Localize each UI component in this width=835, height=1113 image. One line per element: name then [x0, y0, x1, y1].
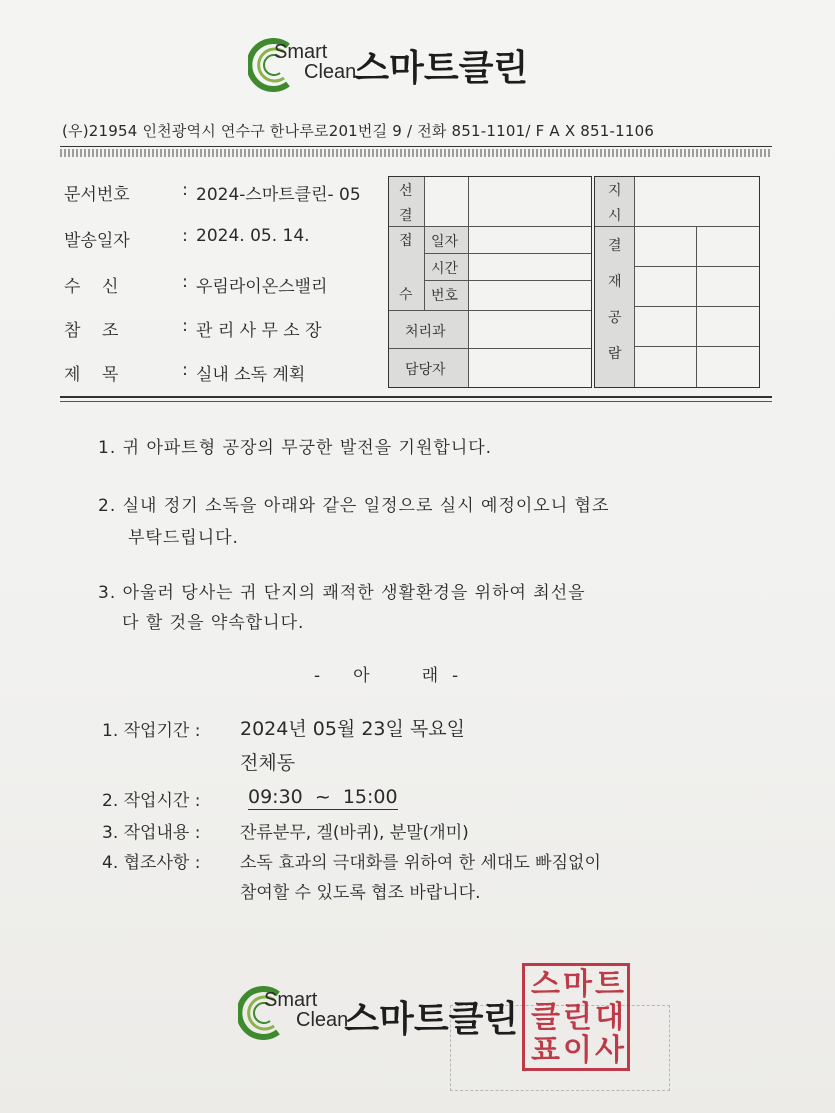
meta-label: 제 목 — [64, 365, 119, 385]
logo-english — [274, 42, 356, 82]
gyeol-row2-b — [697, 267, 759, 307]
seal-char: 이 — [563, 1033, 592, 1068]
body-paragraph-2a: 2. 실내 정기 소독을 아래와 같은 일정으로 실시 예정이오니 협조 — [98, 496, 610, 516]
meta-recipient — [64, 272, 327, 297]
seal-char: 마 — [563, 967, 592, 1002]
logo-korean-text: 스마트클린 — [344, 999, 519, 1040]
gyeol-row2-a — [635, 267, 697, 307]
header-logo — [248, 30, 528, 91]
gyeol-row1-b — [697, 227, 759, 267]
meta-colon: : — [182, 226, 188, 246]
beonho-value — [469, 281, 591, 311]
section-rule-top — [60, 396, 772, 398]
gyeol-row4-a — [635, 347, 697, 387]
meta-value: 실내 소독 계획 — [196, 365, 306, 385]
item-coop-value: 소독 효과의 극대화를 위하여 한 세대도 빠짐없이 — [240, 853, 601, 873]
logo-clean-text: Clean — [296, 1008, 349, 1031]
ilja-value — [469, 227, 591, 254]
jae-label: 재 — [608, 274, 622, 290]
seal-char: 스 — [531, 967, 560, 1002]
ji-label: 지 — [608, 183, 622, 199]
meta-label: 참 조 — [64, 321, 119, 341]
item-period-value-2: 전체동 — [240, 752, 296, 774]
meta-send-date — [64, 226, 310, 251]
seon-cell-b — [469, 177, 591, 227]
seal-char: 표 — [531, 1033, 560, 1068]
seal-char: 사 — [595, 1033, 624, 1068]
item-content-label: 3. 작업내용 : — [102, 823, 201, 843]
body-paragraph-1: 1. 귀 아파트형 공장의 무궁한 발전을 기원합니다. — [98, 438, 493, 458]
meta-colon: : — [182, 180, 188, 200]
meta-colon: : — [182, 316, 188, 336]
item-time-value: 09:30 ~ 15:00 — [248, 786, 398, 808]
item-period-label: 1. 작업기간 : — [102, 721, 201, 741]
meta-label: 발송일자 — [64, 231, 130, 251]
gyeol2-label: 결 — [608, 238, 622, 254]
item-period-value: 2024년 05월 23일 목요일 — [240, 718, 465, 740]
header-dotted-rule — [60, 149, 772, 157]
meta-subject — [64, 360, 305, 385]
seal-char: 클 — [531, 1000, 560, 1035]
si-label: 시 — [608, 208, 622, 224]
company-seal — [522, 963, 630, 1071]
gyeol-row1-a — [635, 227, 697, 267]
meta-value: 관 리 사 무 소 장 — [196, 321, 322, 341]
approval-grid-left — [388, 176, 592, 388]
meta-value: 우림라이온스밸리 — [196, 277, 328, 297]
body-paragraph-3b: 다 할 것을 약속합니다. — [122, 613, 305, 633]
jeop-label: 접 — [399, 233, 413, 249]
item-content-value: 잔류분무, 겔(바퀴), 분말(개미) — [240, 823, 469, 843]
logo-smart-text: Smart — [264, 988, 318, 1011]
item-coop-value-2: 참여할 수 있도록 협조 바랍니다. — [240, 883, 481, 903]
seal-char: 린 — [563, 1000, 592, 1035]
damdangja-label: 담당자 — [405, 362, 446, 378]
logo-korean-text: 스마트클린 — [354, 48, 529, 89]
gyeol-row3-b — [697, 307, 759, 347]
beonho-label: 번호 — [431, 288, 459, 304]
gyeol-row4-b — [697, 347, 759, 387]
seal-char: 트 — [595, 967, 624, 1002]
seal-char: 대 — [595, 1000, 624, 1035]
su-label: 수 — [399, 287, 413, 303]
body-paragraph-3a: 3. 아울러 당사는 귀 단지의 쾌적한 생활환경을 위하여 최선을 — [98, 583, 586, 603]
damdangja-value — [469, 349, 591, 387]
logo-smart-text: Smart — [274, 40, 328, 63]
meta-doc-number — [64, 180, 361, 205]
meta-label: 수 신 — [64, 277, 119, 297]
meta-value: 2024. 05. 14. — [196, 226, 310, 246]
address-underline — [60, 146, 772, 147]
meta-value: 2024-스마트클린- 05 — [196, 185, 361, 205]
logo-english — [264, 990, 348, 1030]
meta-label: 문서번호 — [64, 185, 130, 205]
ilja-label: 일자 — [431, 234, 459, 250]
sigan-label: 시간 — [431, 261, 459, 277]
gyeol-label: 결 — [399, 208, 413, 224]
seon-cell-a — [425, 177, 469, 227]
item-coop-label: 4. 협조사항 : — [102, 853, 201, 873]
jisi-value — [635, 177, 759, 227]
gyeol-row3-a — [635, 307, 697, 347]
cheorigwa-label: 처리과 — [405, 324, 446, 340]
cheorigwa-value — [469, 311, 591, 349]
sigan-value — [469, 254, 591, 281]
ram-label: 람 — [608, 346, 622, 362]
section-rule-bottom — [60, 401, 772, 402]
body-paragraph-2b: 부탁드립니다. — [128, 528, 239, 548]
address-line: (우)21954 인천광역시 연수구 한나루로201번길 9 / 전화 851-1101/ F A X 851-1106 — [62, 122, 655, 140]
meta-reference — [64, 316, 322, 341]
meta-colon: : — [182, 360, 188, 380]
below-heading: - 아 래 - — [314, 666, 460, 686]
approval-grid-right — [594, 176, 760, 388]
gong-label: 공 — [608, 310, 622, 326]
item-time-label: 2. 작업시간 : — [102, 791, 201, 811]
footer-logo — [238, 975, 518, 1042]
meta-colon: : — [182, 272, 188, 292]
logo-clean-text: Clean — [304, 60, 357, 83]
seon-label: 선 — [399, 183, 413, 199]
